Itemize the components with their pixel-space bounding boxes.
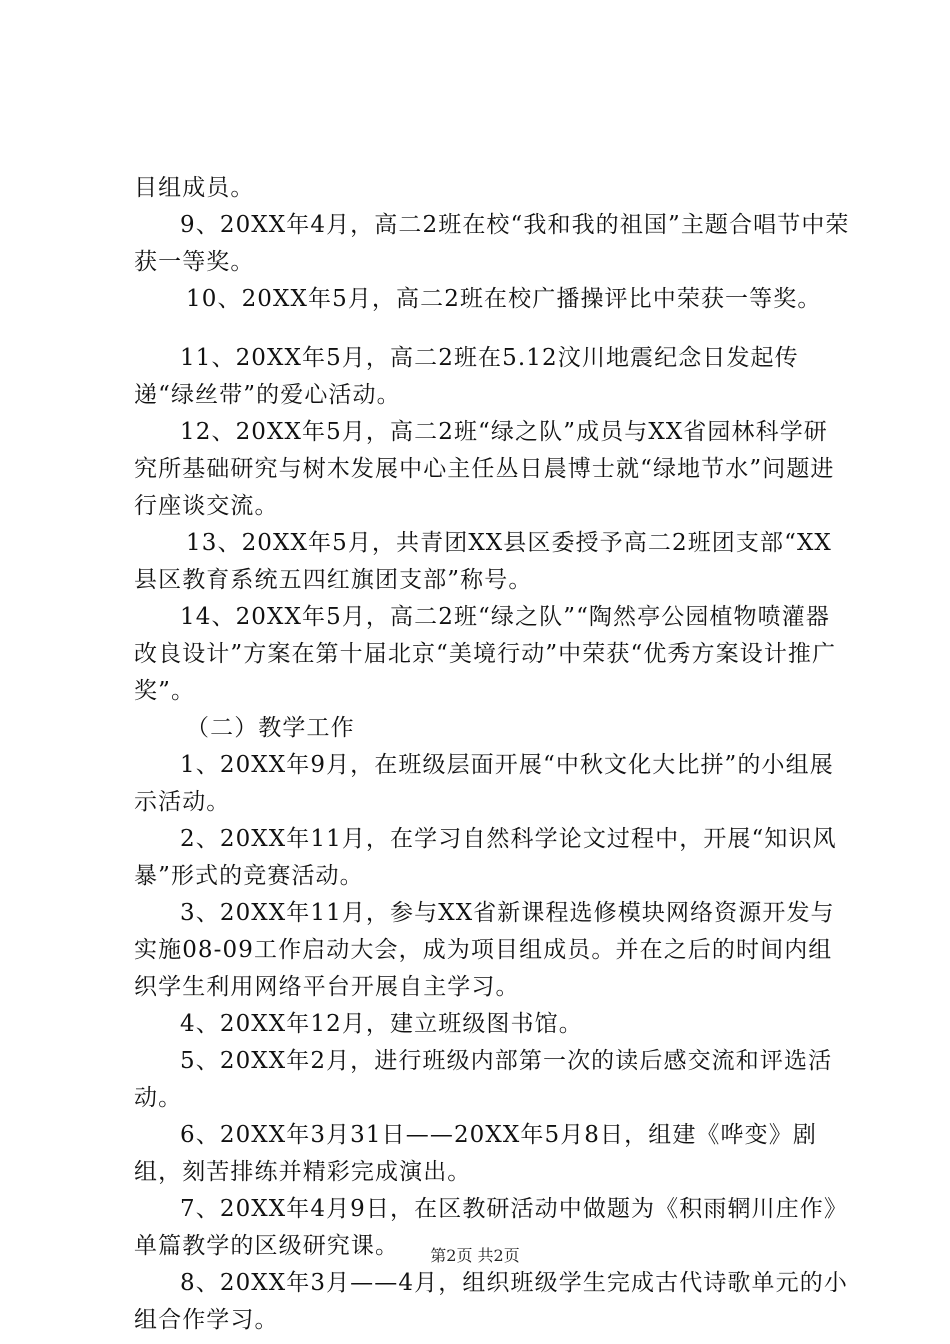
paragraph-continuation: 目组成员。 (134, 175, 255, 201)
paragraph-item-9: 9、20XX年4月，高二2班在校“我和我的祖国”主题合唱节中荣获一等奖。 (134, 212, 850, 275)
paragraph-teaching-1: 1、20XX年9月，在班级层面开展“中秋文化大比拼”的小组展示活动。 (134, 752, 834, 815)
paragraph-item-10: 10、20XX年5月，高二2班在校广播操评比中荣获一等奖。 (186, 286, 822, 312)
paragraph-teaching-8: 8、20XX年3月——4月，组织班级学生完成古代诗歌单元的小组合作学习。 (134, 1270, 848, 1333)
paragraph-teaching-3: 3、20XX年11月，参与XX省新课程选修模块网络资源开发与实施08-09工作启动大会，成为项目组成员。并在之后的时间内组织学生利用网络平台开展自主学习。 (134, 900, 835, 1000)
paragraph-item-13: 13、20XX年5月，共青团XX县区委授予高二2班团支部“XX县区教育系统五四红旗团支部”称号。 (134, 530, 832, 593)
paragraph-item-12: 12、20XX年5月，高二2班“绿之队”成员与XX省园林科学研究所基础研究与树木发展中心主任丛日晨博士就“绿地节水”问题进行座谈交流。 (134, 419, 835, 519)
paragraph-teaching-5: 5、20XX年2月，进行班级内部第一次的读后感交流和评选活动。 (134, 1048, 833, 1111)
paragraph-teaching-7: 7、20XX年4月9日，在区教研活动中做题为《积雨辋川庄作》单篇教学的区级研究课。 (134, 1196, 848, 1259)
section-heading-teaching: （二）教学工作 (186, 715, 355, 741)
page-number-label: 第2页 共2页 (430, 1246, 520, 1265)
paragraph-teaching-4: 4、20XX年12月，建立班级图书馆。 (180, 1011, 583, 1037)
paragraph-item-14: 14、20XX年5月，高二2班“绿之队”“陶然亭公园植物喷灌器改良设计”方案在第十届北京“美境行动”中荣获“优秀方案设计推广奖”。 (134, 604, 837, 704)
page-footer (0, 1243, 950, 1266)
paragraph-teaching-2: 2、20XX年11月，在学习自然科学论文过程中，开展“知识风暴”形式的竞赛活动。 (134, 826, 837, 889)
paragraph-teaching-6: 6、20XX年3月31日——20XX年5月8日，组建《哗变》剧组，刻苦排练并精彩完成演出。 (134, 1122, 817, 1185)
paragraph-item-11: 11、20XX年5月，高二2班在5.12汶川地震纪念日发起传递“绿丝带”的爱心活动。 (134, 345, 799, 408)
document-body (134, 170, 850, 1339)
